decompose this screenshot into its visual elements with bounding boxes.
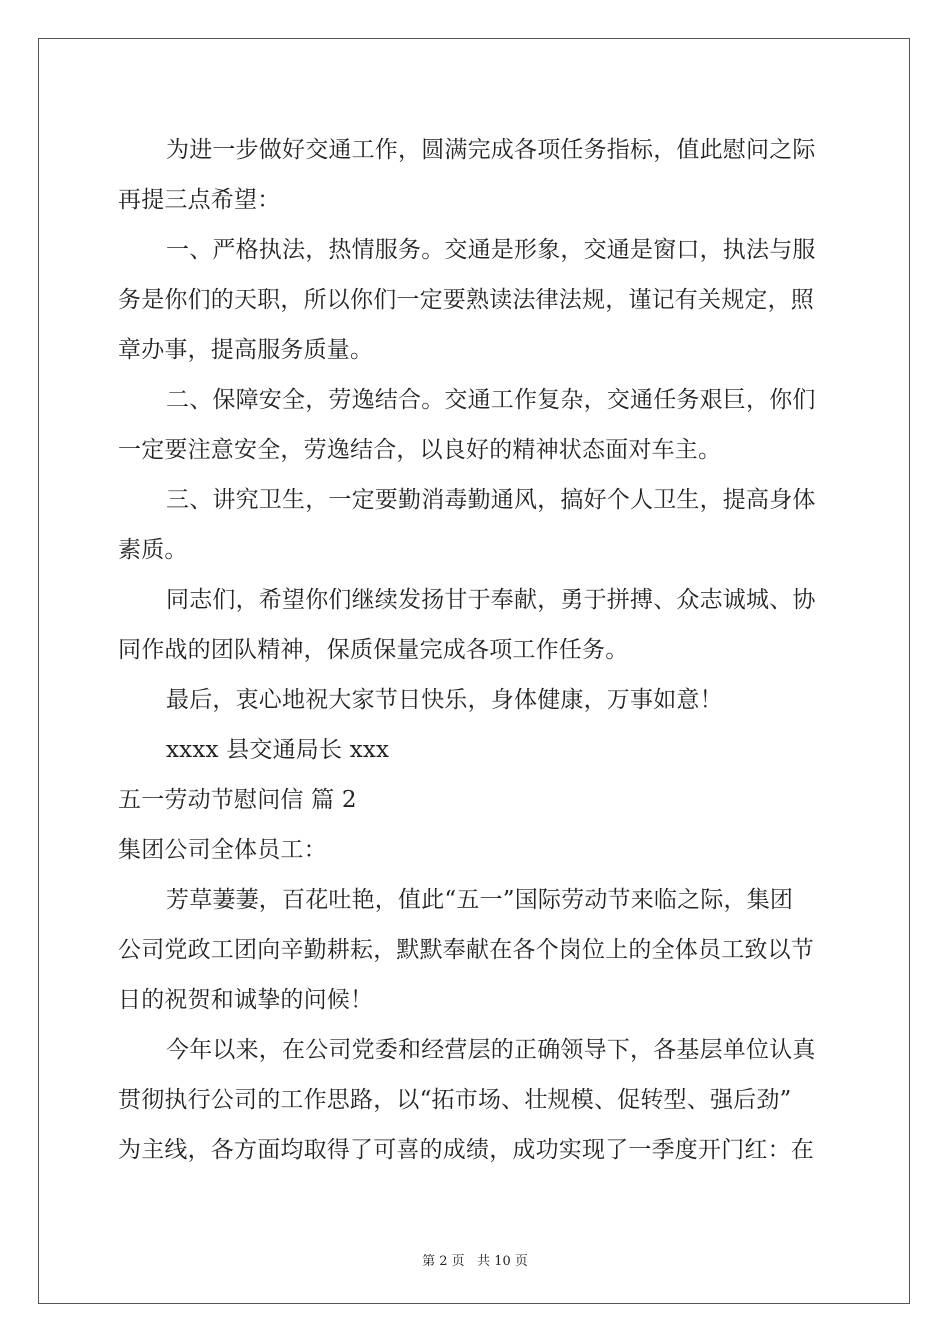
paragraph-line: 再提三点希望： (118, 187, 281, 213)
page-number-footer: 第 2 页 共 10 页 (422, 1254, 528, 1269)
paragraph-line: 一定要注意安全，劳逸结合，以良好的精神状态面对车主。 (118, 437, 722, 463)
paragraph-line: 为进一步做好交通工作，圆满完成各项任务指标，值此慰问之际 (166, 137, 816, 163)
paragraph-line: 同志们，希望你们继续发扬甘于奉献，勇于拼搏、众志诚城、协 (166, 587, 816, 613)
paragraph-line: 同作战的团队精神，保质保量完成各项工作任务。 (118, 637, 629, 663)
paragraph-line: 章办事，提高服务质量。 (118, 337, 374, 363)
paragraph-line: 为主线，各方面均取得了可喜的成绩，成功实现了一季度开门红：在 (118, 1137, 814, 1163)
paragraph-line: 公司党政工团向辛勤耕耘，默默奉献在各个岗位上的全体员工致以节 (118, 937, 814, 963)
paragraph-line: 一、严格执法，热情服务。交通是形象，交通是窗口，执法与服 (166, 237, 816, 263)
signature-line: xxxx 县交通局长 xxx (166, 737, 390, 763)
salutation: 集团公司全体员工： (118, 837, 327, 863)
paragraph-line: 今年以来，在公司党委和经营层的正确领导下，各基层单位认真 (166, 1037, 816, 1063)
paragraph-line: 三、讲究卫生，一定要勤消毒勤通风，搞好个人卫生，提高身体 (166, 487, 816, 513)
paragraph-line: 素质。 (118, 537, 188, 563)
paragraph-line: 芳草萋萋，百花吐艳，值此“五一”国际劳动节来临之际，集团 (166, 887, 794, 913)
paragraph-line: 务是你们的天职，所以你们一定要熟读法律法规，谨记有关规定，照 (118, 287, 814, 313)
paragraph-line: 贯彻执行公司的工作思路，以“拓市场、壮规模、促转型、强后劲” (118, 1087, 792, 1113)
section-heading: 五一劳动节慰问信 篇 2 (118, 787, 357, 813)
paragraph-line: 日的祝贺和诚挚的问候！ (118, 987, 374, 1013)
paragraph-line: 最后，衷心地祝大家节日快乐，身体健康，万事如意！ (166, 687, 723, 713)
paragraph-line: 二、保障安全，劳逸结合。交通工作复杂，交通任务艰巨，你们 (166, 387, 816, 413)
